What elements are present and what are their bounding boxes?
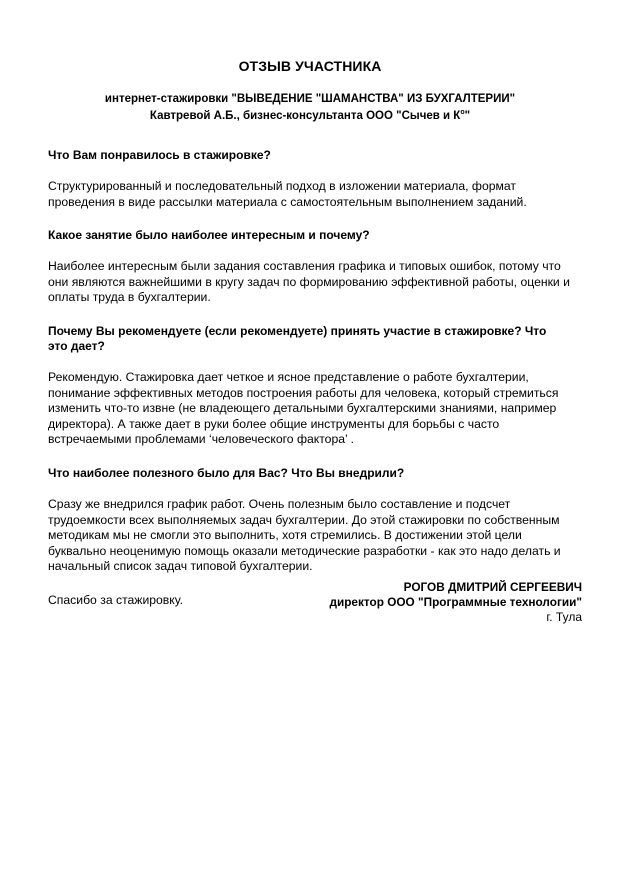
question-heading: Что наиболее полезного было для Вас? Что Вы внедрили?	[48, 465, 405, 480]
qa-section	[48, 148, 593, 210]
thanks-line: Спасибо за стажировку.	[48, 592, 184, 607]
answer-paragraph: Наиболее интересным были задания составления графика и типовых ошибок, потому что они являются важнейшими в кругу задач по формированию эффективной работы, оценки и оплаты труда в бухгалтерии.	[48, 259, 570, 305]
subtitle-author-text: Кавтревой А.Б., бизнес-консультанта ООО "Сычев и К	[149, 109, 461, 122]
signer-position: директор ООО "Программные технологии"	[329, 595, 582, 609]
signature-block	[329, 580, 582, 625]
answer-paragraph: Сразу же внедрился график работ. Очень полезным было составление и подсчет трудоемкости всех выполняемых задач бухгалтерии. До этой стажировки по собственным методикам мы не смогли это выполнить, хотя стремились. В достижении этой цели буквально неоценимую помощь оказали методические разработки - как это надо делать и начальный список задач типовой бухгалтерии.	[48, 496, 561, 574]
question-heading: Почему Вы рекомендуете (если рекомендуете) принять участие в стажировке? Что это дает?	[48, 323, 547, 353]
question-heading: Какое занятие было наиболее интересным и почему?	[48, 228, 370, 243]
qa-section	[48, 466, 593, 575]
answer-paragraph: Структурированный и последовательный подход в изложении материала, формат проведения в виде рассылки материала с самостоятельным выполнением заданий.	[48, 179, 527, 209]
document-title: ОТЗЫВ УЧАСТНИКА	[238, 58, 382, 74]
answer-paragraph: Рекомендую. Стажировка дает четкое и ясное представление о работе бухгалтерии, понимание эффективных методов построения работы для человека, который стремиться изменить что-то извне (не владеющего детальными бухгалтерскими знаниями, например директора). А также дает в руки более общие инструменты для борьбы с часто встречаемыми проблемами ‘человеческого фактора’ .	[48, 369, 559, 447]
subtitle-closing-quote: "	[464, 109, 471, 122]
signer-name: РОГОВ ДМИТРИЙ СЕРГЕЕВИЧ	[403, 580, 582, 594]
qa-section	[48, 324, 593, 448]
signer-city: г. Тула	[546, 610, 582, 624]
qa-section	[48, 228, 593, 306]
document-subtitle	[0, 92, 620, 123]
document-body	[48, 148, 593, 607]
subtitle-superscript: о	[460, 109, 465, 116]
question-heading: Что Вам понравилось в стажировке?	[48, 148, 271, 162]
subtitle-line-author	[0, 106, 620, 123]
subtitle-line-internship: интернет-стажировки "ВЫВЕДЕНИЕ "ШАМАНСТВА" ИЗ БУХГАЛТЕРИИ"	[104, 93, 516, 105]
